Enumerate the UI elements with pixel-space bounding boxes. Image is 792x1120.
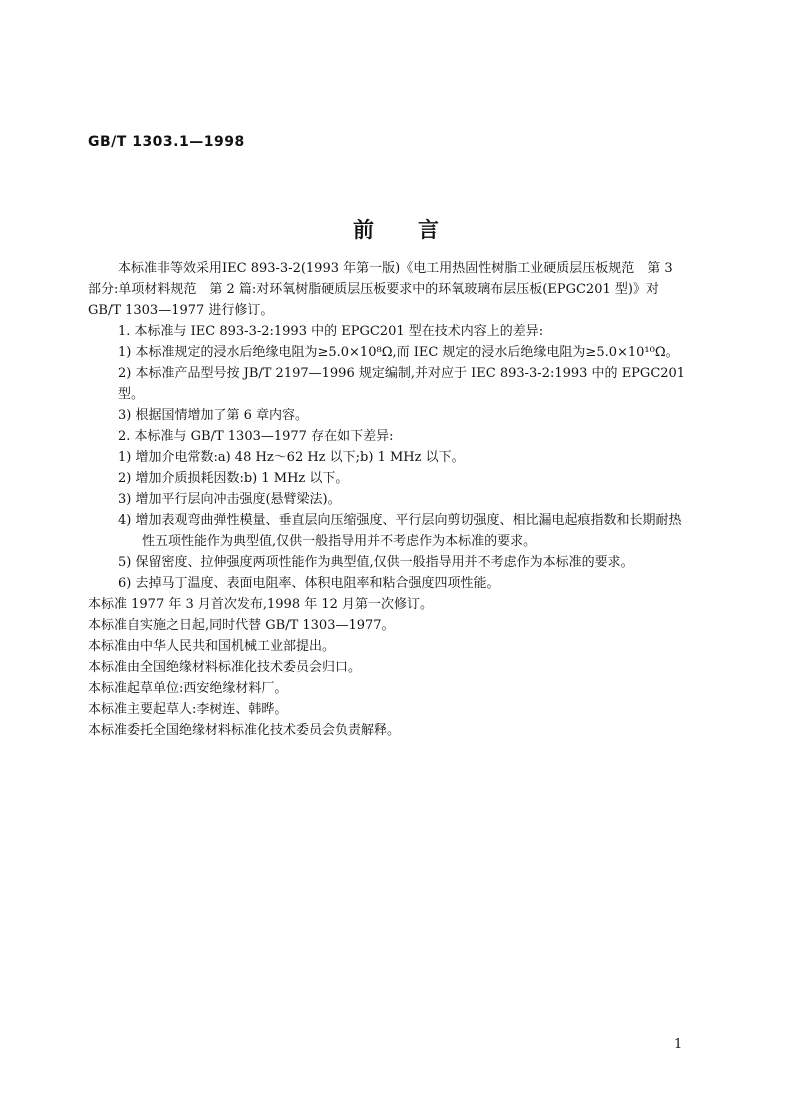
list-item: 2) 本标准产品型号按 JB/T 2197—1996 规定编制,并对应于 IEC 893-3-2:1993 中的 EPGC201 型。 — [118, 366, 686, 402]
statement-line: 本标准由中华人民共和国机械工业部提出。 — [88, 639, 336, 654]
list-item: 6) 去掉马丁温度、表面电阻率、体积电阻率和粘合强度四项性能。 — [118, 576, 500, 591]
intro-line-3: GB/T 1303—1977 进行修订。 — [88, 303, 274, 318]
page-title: 前言 — [353, 218, 483, 242]
list-item-4-line-1: 4) 增加表观弯曲弹性模量、垂直层向压缩强度、平行层向剪切强度、相比漏电起痕指数和长期耐热 — [118, 513, 682, 528]
statement-line: 本标准委托全国绝缘材料标准化技术委员会负责解释。 — [88, 723, 401, 738]
difference-heading-1: 1. 本标准与 IEC 893-3-2:1993 中的 EPGC201 型在技术内容上的差异: — [118, 324, 544, 339]
standard-code-header: GB/T 1303.1—1998 — [88, 134, 245, 150]
page-number: 1 — [674, 1037, 683, 1052]
list-item: 3) 根据国情增加了第 6 章内容。 — [118, 408, 309, 423]
intro-line-1: 本标准非等效采用IEC 893-3-2(1993 年第一版)《电工用热固性树脂工业硬质层压板规范 第 3 — [118, 261, 673, 276]
statement-line: 本标准起草单位:西安绝缘材料厂。 — [88, 681, 288, 696]
statement-line: 本标准自实施之日起,同时代替 GB/T 1303—1977。 — [88, 618, 395, 633]
list-item: 2) 增加介质损耗因数:b) 1 MHz 以下。 — [118, 471, 349, 486]
statement-line: 本标准由全国绝缘材料标准化技术委员会归口。 — [88, 660, 362, 675]
list-item: 1) 本标准规定的浸水后绝缘电阻为≥5.0×10⁸Ω,而 IEC 规定的浸水后绝缘电阻为≥5.0×10¹⁰Ω。 — [118, 345, 679, 360]
statement-line: 本标准 1977 年 3 月首次发布,1998 年 12 月第一次修订。 — [88, 597, 434, 612]
list-item: 5) 保留密度、拉伸强度两项性能作为典型值,仅供一般指导用并不考虑作为本标准的要求。 — [118, 555, 634, 570]
intro-line-2: 部分:单项材料规范 第 2 篇:对环氧树脂硬质层压板要求中的环氧玻璃布层压板(EPGC201 型)》对 — [88, 282, 659, 297]
list-item-4-line-2: 性五项性能作为典型值,仅供一般指导用并不考虑作为本标准的要求。 — [142, 534, 537, 549]
difference-heading-2: 2. 本标准与 GB/T 1303—1977 存在如下差异: — [118, 429, 394, 444]
list-item: 3) 增加平行层向冲击强度(悬臂梁法)。 — [118, 492, 341, 507]
intro-paragraph — [88, 258, 700, 321]
statement-line: 本标准主要起草人:李树连、韩晔。 — [88, 702, 288, 717]
document-body — [88, 258, 700, 741]
list-item: 1) 增加介电常数:a) 48 Hz～62 Hz 以下;b) 1 MHz 以下。 — [118, 450, 465, 465]
list-item-4 — [118, 510, 700, 552]
